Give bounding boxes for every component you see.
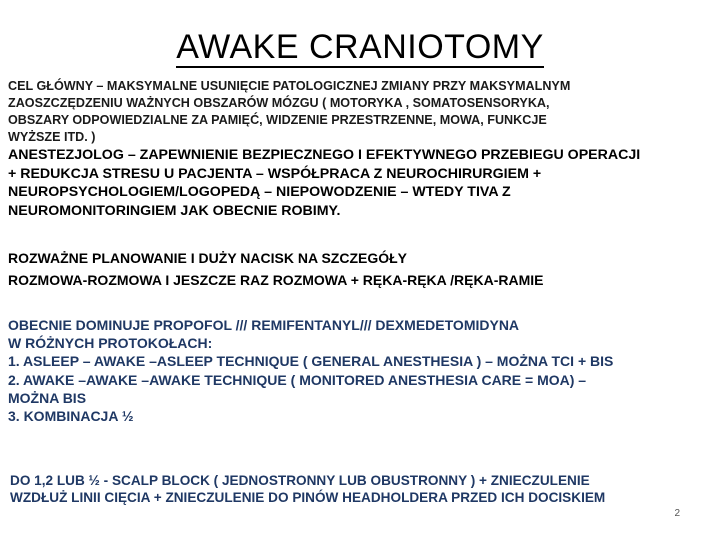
drugs-line: W RÓŻNYCH PROTOKOŁACH: <box>8 335 213 352</box>
slide-title-text: AWAKE CRANIOTOMY <box>176 28 544 66</box>
drugs-line: 3. KOMBINACJA ½ <box>8 408 134 425</box>
anesthesiologist-line: NEUROPSYCHOLOGIEM/LOGOPEDĄ – NIEPOWODZENIE – WTEDY TIVA Z <box>8 184 511 200</box>
anesthesiologist-line: NEUROMONITORINGIEM JAK OBECNIE ROBIMY. <box>8 202 341 219</box>
drugs-line: MOŻNA BIS <box>8 389 87 406</box>
drugs-line: 2. AWAKE –AWAKE –AWAKE TECHNIQUE ( MONITORED ANESTHESIA CARE = MOA) – <box>8 371 587 388</box>
drugs-line: 1. ASLEEP – AWAKE –ASLEEP TECHNIQUE ( GENERAL ANESTHESIA ) – MOŻNA TCI + BIS <box>8 353 614 370</box>
scalp-line: DO 1,2 LUB ½ - SCALP BLOCK ( JEDNOSTRONNY LUB OBUSTRONNY ) + ZNIECZULENIE <box>10 473 590 488</box>
page-number: 2 <box>674 508 680 519</box>
goal-line: WYŻSZE ITD. ) <box>8 130 96 144</box>
planning-paragraph <box>8 247 716 291</box>
planning-line: ROZWAŻNE PLANOWANIE I DUŻY NACISK NA SZCZEGÓŁY <box>8 250 408 266</box>
scalp-block-paragraph <box>10 472 718 506</box>
drugs-paragraph <box>8 316 716 425</box>
goal-line: ZAOSZCZĘDZENIU WAŻNYCH OBSZARÓW MÓZGU ( MOTORYKA , SOMATOSENSORYKA, <box>8 96 550 110</box>
scalp-line: WZDŁUŻ LINII CIĘCIA + ZNIECZULENIE DO PINÓW HEADHOLDERA PRZED ICH DOCISKIEM <box>10 490 606 505</box>
goal-line: CEL GŁÓWNY – MAKSYMALNE USUNIĘCIE PATOLOGICZNEJ ZMIANY PRZY MAKSYMALNYM <box>8 79 571 93</box>
anesthesiologist-line: + REDUKCJA STRESU U PACJENTA – WSPÓŁPRACA Z NEUROCHIRURGIEM + <box>8 165 542 182</box>
goal-line: OBSZARY ODPOWIEDZIALNE ZA PAMIĘĆ, WIDZENIE PRZESTRZENNE, MOWA, FUNKCJE <box>8 113 547 127</box>
goal-paragraph <box>8 78 716 146</box>
drugs-line: OBECNIE DOMINUJE PROPOFOL /// REMIFENTANYL/// DEXMEDETOMIDYNA <box>8 317 520 333</box>
slide-title <box>0 28 720 67</box>
anesthesiologist-paragraph <box>8 146 716 220</box>
anesthesiologist-line: ANESTEZJOLOG – ZAPEWNIENIE BEZPIECZNEGO I EFEKTYWNEGO PRZEBIEGU OPERACJI <box>8 147 641 163</box>
planning-line: ROZMOWA-ROZMOWA I JESZCZE RAZ ROZMOWA + RĘKA-RĘKA /RĘKA-RAMIE <box>8 272 544 288</box>
